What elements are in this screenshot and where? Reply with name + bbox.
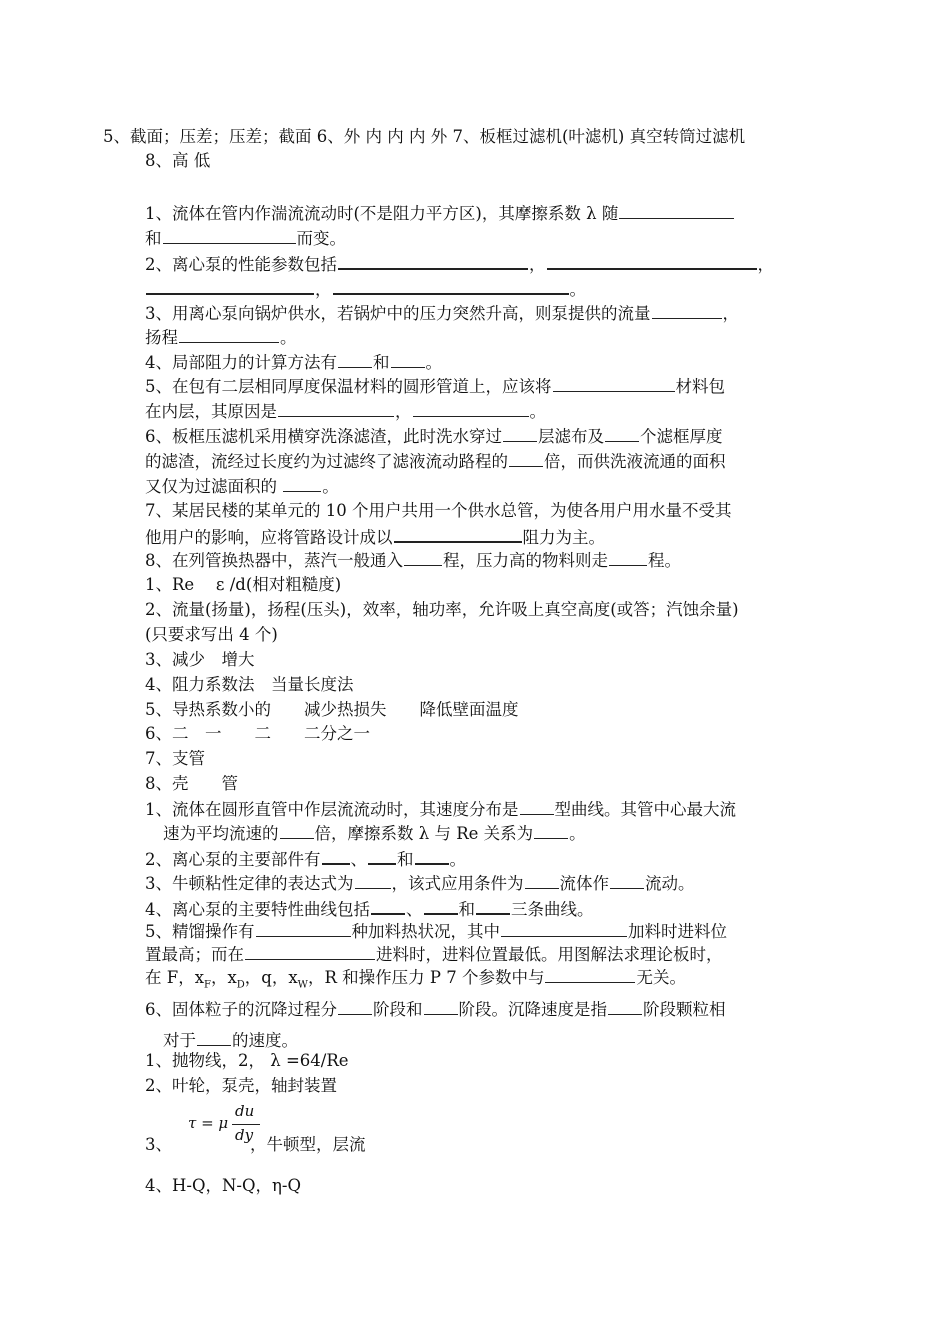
blank [280, 822, 314, 839]
blank [404, 549, 442, 566]
answer-line: 5、截面；压差；压差；截面 6、外 内 内 内 外 7、板框过滤机(叶滤机) 真空转筒过滤机 [103, 127, 746, 146]
blank [163, 227, 296, 244]
blank [547, 252, 757, 270]
question-8: 8、在列管换热器中，蒸汽一般通入 程，压力高的物料则走 程。 [145, 551, 681, 570]
answer-line: 2、叶轮，泵壳，轴封装置 [145, 1076, 337, 1095]
blank [322, 847, 350, 865]
answer-line: 8、高 低 [145, 151, 211, 170]
question-4: 4、局部阻力的计算方法有 和 。 [145, 353, 442, 372]
question-2-cont: ， 。 [145, 277, 586, 301]
blank [391, 351, 425, 368]
answer-line: 1、Re ε /d(相对粗糙度) [145, 575, 342, 594]
blank [476, 897, 510, 915]
blank [415, 847, 449, 865]
blank [503, 425, 537, 442]
question-6-cont2: 又仅为过滤面积的 。 [145, 477, 339, 496]
question-1: 1、流体在管内作湍流流动时(不是阻力平方区)，其摩擦系数 λ 随 [145, 202, 735, 225]
blank [338, 351, 372, 368]
blank [413, 400, 529, 417]
question-1-cont: 和 而变。 [145, 229, 346, 248]
blank [256, 920, 351, 937]
blank [197, 1029, 231, 1046]
blank [368, 847, 396, 865]
blank [424, 998, 458, 1015]
blank [355, 872, 391, 889]
blank [338, 998, 372, 1015]
question-5-cont2: 在 F，$x_F$，$x_D$，q，$x_W$，R 和操作压力 P 7 个参数中与 无关。 [145, 968, 686, 991]
answer-line: 7、支管 [145, 749, 205, 768]
blank [394, 525, 522, 543]
question-3: 3、用离心泵向锅炉供水，若锅炉中的压力突然升高，则泵提供的流量 ， [145, 304, 739, 323]
blank [338, 252, 528, 270]
question-5: 5、在包有二层相同厚度保温材料的圆形管道上，应该将 材料包 [145, 377, 725, 396]
blank [520, 798, 554, 815]
blank [605, 425, 639, 442]
blank [333, 277, 569, 295]
question-1-cont: 速为平均流速的 倍，摩擦系数 λ 与 Re 关系为 。 [163, 824, 586, 843]
answer-line: 8、壳 管 [145, 774, 238, 793]
question-5-cont: 置最高；而在 进料时，进料位置最低。用图解法求理论板时， [145, 945, 723, 964]
blank [652, 302, 722, 319]
blank [610, 872, 644, 889]
answer-line: 5、导热系数小的 减少热损失 降低壁面温度 [145, 700, 519, 719]
blank [553, 375, 675, 392]
blank [534, 822, 568, 839]
blank [179, 326, 279, 343]
answer-line: 3、减少 增大 [145, 650, 255, 669]
blank [278, 400, 394, 417]
blank [545, 966, 635, 983]
question-6: 6、固体粒子的沉降过程分 阶段和 阶段。沉降速度是指 阶段颗粒相 [145, 1000, 726, 1019]
blank [424, 897, 458, 915]
answer-line: 6、二 一 二 二分之一 [145, 724, 370, 743]
question-6: 6、板框压滤机采用横穿洗涤滤渣，此时洗水穿过 层滤布及 个滤框厚度 [145, 427, 723, 446]
blank [371, 897, 405, 915]
question-3-cont: 扬程 。 [145, 328, 297, 347]
question-6-cont: 的滤渣，流经过长度约为过滤终了滤液流动路程的 倍，而供洗液流通的面积 [145, 452, 726, 471]
blank [245, 943, 375, 960]
answer-line: 3、 ，牛顿型，层流 [145, 1135, 366, 1154]
question-2: 2、离心泵的性能参数包括 ， ， [145, 252, 774, 276]
answer-line: 4、H-Q，N-Q，η-Q [145, 1176, 302, 1195]
answer-line: 2、流量(扬量)，扬程(压头)，效率，轴功率，允许吸上真空高度(或答；汽蚀余量) [145, 600, 739, 619]
question-5: 5、精馏操作有 种加料热状况，其中 加料时进料位 [145, 922, 727, 941]
question-2: 2、离心泵的主要部件有 、 和 。 [145, 847, 466, 871]
blank [619, 202, 734, 219]
blank [501, 920, 627, 937]
question-5-cont: 在内层，其原因是 ， 。 [145, 402, 546, 421]
blank [509, 450, 543, 467]
question-7-cont: 他用户的影响，应将管路设计成以 阻力为主。 [145, 525, 605, 549]
question-4: 4、离心泵的主要特性曲线包括 、 和 三条曲线。 [145, 897, 594, 921]
blank [283, 475, 321, 492]
question-3: 3、牛顿粘性定律的表达式为 ，该式应用条件为 流体作 流动。 [145, 874, 695, 893]
blank [609, 549, 647, 566]
answer-line: 1、抛物线，2， λ =64/Re [145, 1051, 349, 1070]
blank [525, 872, 559, 889]
question-6-cont: 对于 的速度。 [163, 1031, 298, 1050]
question-1: 1、流体在圆形直管中作层流流动时，其速度分布是 型曲线。其管中心最大流 [145, 800, 736, 819]
question-7: 7、某居民楼的某单元的 10 个用户共用一个供水总管，为使各用户用水量不受其 [145, 501, 732, 520]
document-page: 5、截面；压差；压差；截面 6、外 内 内 内 外 7、板框过滤机(叶滤机) 真空转筒过滤机 8、高 低 1、流体在管内作湍流流动时(不是阻力平方区)，其摩擦系数 λ 随 和 而变。 2、离心泵的性能参数包括 ， ， ， 。 3、用离心泵向锅炉供水，若锅炉中的压力突然升高，则泵提供的流量 ， 扬程 。 4、局部阻力的计算方法有 和 。 5、在包有二层相同厚度保温材料的圆形管道上，应该将 材料包 在内层，其原因是 ， 。 6、板框压滤机采用横穿洗涤滤渣，此时洗水穿过 层滤布及 个滤框厚度 的滤渣，流经过长度约为过滤终了滤液流动路程的 倍，而供洗液流通的面积 又仅为过滤面积的 。 7、某居民楼的某单元的 10 个用户共用一个供水总管，为使各用户用水量不受其 他用户的影响，应将管路设计成以 阻力为主。 8、在列管换热器中，蒸汽一般通入 程，压力高的物料则走 程。 1、Re ε /d(相对粗糙度) 2、流量(扬量)，扬程(压头)，效率，轴功率，允许吸上真空高度(或答；汽蚀余量) (只要求写出 4 个) 3、减少 增大 4、阻力系数法 当量长度法 5、导热系数小的 减少热损失 降低壁面温度 6、二 一 二 二分之一 7、支管 8、壳 管 1、流体在圆形直管中作层流流动时，其速度分布是 型曲线。其管中心最大流 速为平均流速的 倍，摩擦系数 λ 与 Re 关系为 。 2、离心泵的主要部件有 、 和 。 3、牛顿粘性定律的表达式为 ，该式应用条件为 流体作 流动。 4、离心泵的主要特性曲线包括 、 和 三条曲线。 5、精馏操作有 种加料热状况，其中 加料时进料位 置最高；而在 进料时，进料位置最低。用图解法求理论板时， 在 F，$x_F$，$x_D$，q，$x_W$，R 和操作压力 P 7 个参数中与 无关。 6、固体粒子的沉降过程分 阶段和 阶段。沉降速度是指 阶段颗粒相 对于 的速度。 1、抛物线，2， λ =64/Re 2、叶轮，泵壳，轴封装置 τ = μ du dy 3、 ，牛顿型，层流 4、H-Q，N-Q，η-Q [103, 127, 774, 1195]
answer-line: (只要求写出 4 个) [145, 625, 278, 644]
blank [146, 277, 314, 295]
answer-line: 4、阻力系数法 当量长度法 [145, 675, 354, 694]
blank [608, 998, 642, 1015]
